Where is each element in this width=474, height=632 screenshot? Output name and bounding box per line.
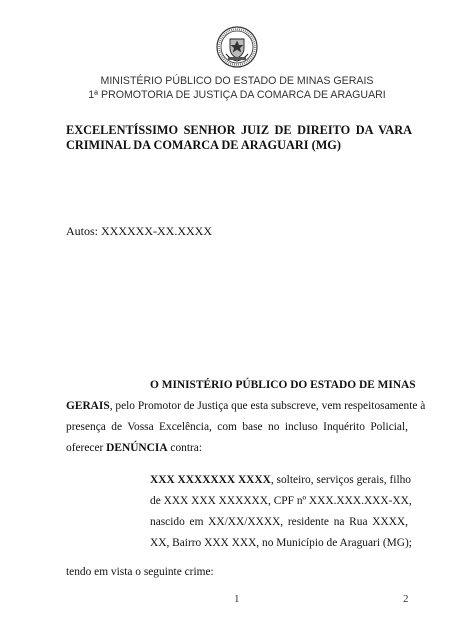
intro-text-4a: oferecer (66, 442, 107, 454)
accused-name: XXX XXXXXXX XXXX (150, 474, 271, 486)
crime-intro-line: tendo em vista o seguinte crime: (66, 566, 214, 578)
accused-line-2: de XXX XXX XXXXXX, CPF nº XXX.XXX.XXX-XX, (150, 495, 412, 507)
intro-line-2 (66, 396, 426, 417)
intro-line-3: presença de Vossa Excelência, com base no incluso Inquérito Policial, (66, 421, 408, 433)
addressee-block (66, 123, 412, 153)
intro-text-2: , pelo Promotor de Justiça que esta subscreve, vem respeitosamente à (109, 400, 426, 412)
accused-line-4: XX, Bairro XXX XXX, no Município de Araguari (MG); (150, 537, 412, 549)
intro-text-4b: contra: (167, 442, 203, 454)
denuncia-word: DENÚNCIA (106, 442, 168, 454)
intro-line-1 (66, 375, 416, 396)
intro-line-4 (66, 438, 408, 459)
accused-line-3: nascido em XX/XX/XXXX, residente na Rua XXXX, (150, 516, 408, 528)
promotoria-name: 1ª PROMOTORIA DE JUSTIÇA DA COMARCA DE ARAGUARI (88, 89, 386, 101)
addressee-line-1: EXCELENTÍSSIMO SENHOR JUIZ DE DIREITO DA VARA (66, 123, 412, 137)
addressee-line-2: CRIMINAL DA COMARCA DE ARAGUARI (MG) (66, 138, 341, 152)
institution-name: MINISTÉRIO PÚBLICO DO ESTADO DE MINAS GERAIS (100, 75, 374, 87)
intro-paragraph (66, 375, 426, 459)
accused-text-1: , solteiro, serviços gerais, filho (270, 474, 411, 486)
intro-bold-1: O MINISTÉRIO PÚBLICO DO ESTADO DE MINAS (150, 379, 416, 391)
page-number-left: 1 (234, 593, 240, 605)
page-number-right: 2 (403, 593, 409, 605)
intro-bold-2: GERAIS (66, 400, 110, 412)
accused-paragraph (150, 470, 412, 554)
coat-of-arms-seal (216, 26, 258, 68)
case-number: Autos: XXXXXX-XX.XXXX (66, 224, 212, 238)
accused-line-1 (150, 470, 411, 491)
